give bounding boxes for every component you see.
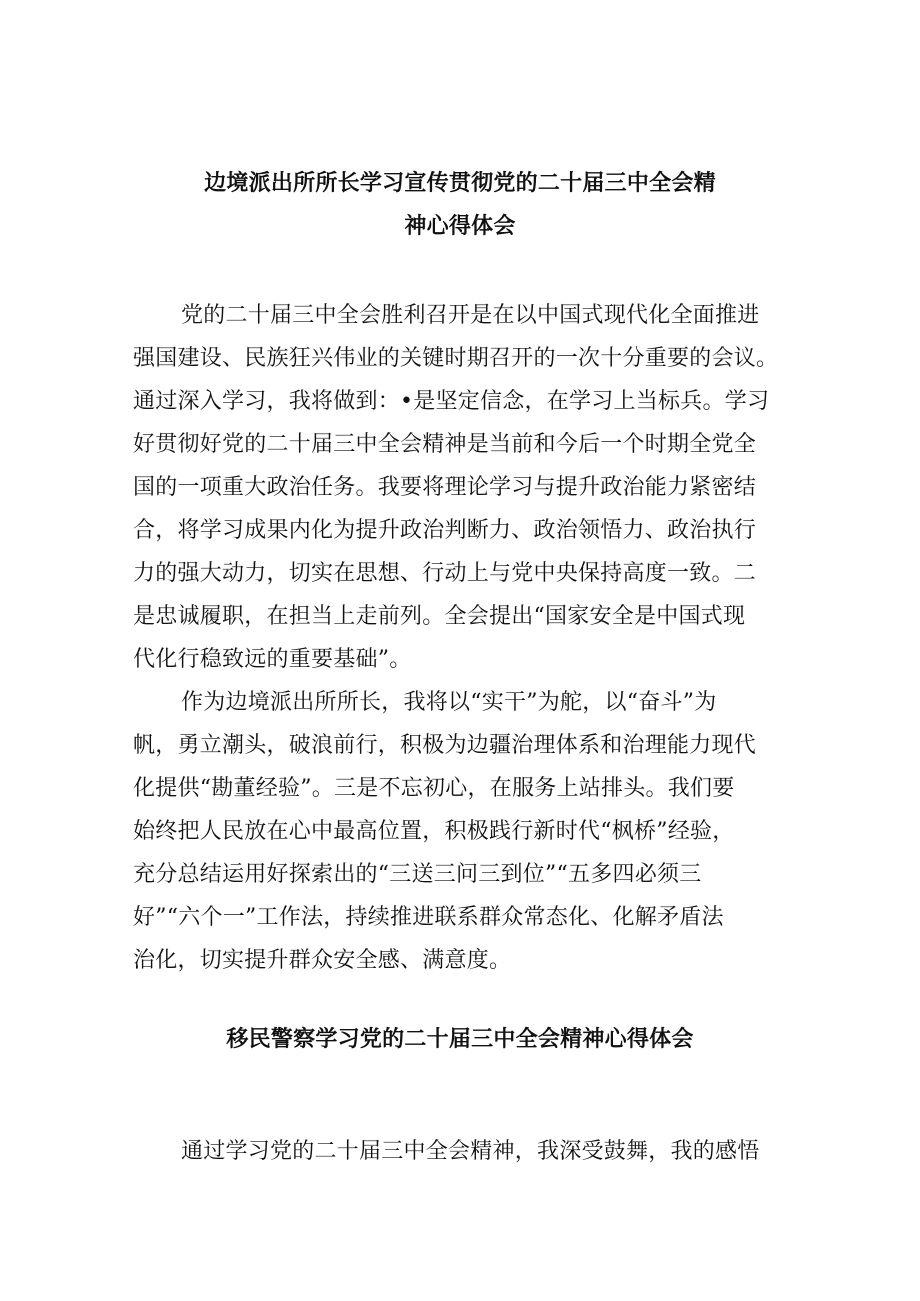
text-line: 通过深入学习，我将做到：•是坚定信念，在学习上当标兵。学习 — [133, 389, 770, 414]
article-2-body — [133, 1130, 793, 1173]
text-line: 充分总结运用好探索出的“三送三问三到位”“五多四必须三 — [133, 862, 702, 887]
article-1-body — [133, 294, 793, 982]
text-line: 强国建设、民族狂兴伟业的关键时期召开的一次十分重要的会议。 — [133, 346, 779, 371]
article-1-paragraph-2 — [133, 681, 793, 982]
article-1-paragraph-1 — [133, 294, 793, 681]
article-1-title — [130, 162, 790, 248]
text-line: 党的二十届三中全会胜利召开是在以中国式现代化全面推进 — [181, 303, 760, 328]
text-line: 好贯彻好党的二十届三中全会精神是当前和今后一个时期全党全 — [133, 432, 757, 457]
text-line: 始终把人民放在心中最高位置，积极践行新时代“枫桥”经验， — [133, 819, 735, 844]
text-line: 是忠诚履职，在担当上走前列。全会提出“国家安全是中国式现 — [133, 604, 746, 629]
article-1-title-line: 神心得体会 — [404, 214, 516, 239]
text-line: 通过学习党的二十届三中全会精神，我深受鼓舞，我的感悟 — [181, 1139, 760, 1164]
text-line: 国的一项重大政治任务。我要将理论学习与提升政治能力紧密结 — [133, 475, 757, 500]
text-line: 好”“六个一”工作法，持续推进联系群众常态化、化解矛盾法 — [133, 905, 724, 930]
article-1-title-line: 边境派出所所长学习宣传贯彻党的二十届三中全会精 — [204, 171, 716, 196]
text-line: 帆，勇立潮头，破浪前行，积极为边疆治理体系和治理能力现代 — [133, 733, 757, 758]
text-line: 治化，切实提升群众安全感、满意度。 — [133, 948, 512, 973]
article-2-title — [130, 1018, 790, 1061]
article-2-title-line: 移民警察学习党的二十届三中全会精神心得体会 — [226, 1027, 694, 1052]
text-line: 合，将学习成果内化为提升政治判断力、政治领悟力、政治执行 — [133, 518, 757, 543]
text-line: 代化行稳致远的重要基础”。 — [133, 647, 412, 672]
text-line: 作为边境派出所所长，我将以“实干”为舵，以“奋斗”为 — [181, 690, 717, 715]
text-line: 力的强大动力，切实在思想、行动上与党中央保持高度一致。二 — [133, 561, 757, 586]
text-line: 化提供“勘董经验”。三是不忘初心，在服务上站排头。我们要 — [133, 776, 735, 801]
